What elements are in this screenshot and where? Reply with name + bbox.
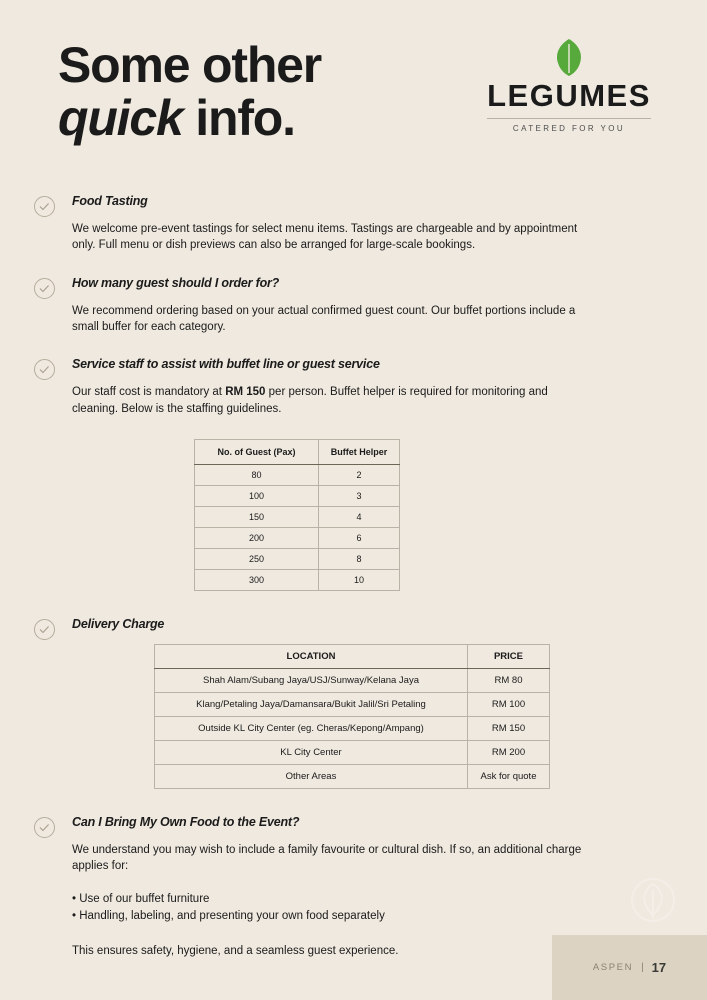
cell-helpers: 2 xyxy=(319,464,400,485)
column-header-guests: No. of Guest (Pax) xyxy=(195,439,319,464)
faq-answer xyxy=(72,384,597,417)
faq-question: Delivery Charge xyxy=(72,616,165,631)
faq-body xyxy=(72,276,663,336)
cell-guests: 250 xyxy=(195,548,319,569)
faq-question: How many guest should I order for? xyxy=(72,275,280,290)
cell-price: Ask for quote xyxy=(468,764,550,788)
page-title-emphasis: quick xyxy=(58,90,183,146)
faq-answer: We welcome pre-event tastings for select menu items. Tastings are chargeable and by appointment only. Full menu or dish previews can also be arranged for large-scale bookings. xyxy=(72,223,578,252)
table-row xyxy=(195,464,400,485)
cell-price: RM 200 xyxy=(468,740,550,764)
table-row xyxy=(155,764,550,788)
cell-guests: 150 xyxy=(195,506,319,527)
check-circle-icon xyxy=(34,196,55,217)
cell-guests: 300 xyxy=(195,569,319,590)
table-row xyxy=(195,506,400,527)
logo-wordmark: LEGUMES xyxy=(487,78,651,113)
staffing-table xyxy=(194,439,400,591)
cell-helpers: 6 xyxy=(319,527,400,548)
table-row xyxy=(195,527,400,548)
faq-body xyxy=(72,617,663,631)
footer-separator: | xyxy=(641,962,644,973)
faq-item-guest-count xyxy=(34,276,663,336)
brand-logo xyxy=(479,38,659,133)
page-number: 17 xyxy=(651,960,667,975)
table-row xyxy=(195,569,400,590)
leaf-icon xyxy=(552,38,586,78)
cell-guests: 80 xyxy=(195,464,319,485)
faq-answer: We understand you may wish to include a family favourite or cultural dish. If so, an additional charge applies for: xyxy=(72,843,582,873)
cell-helpers: 4 xyxy=(319,506,400,527)
check-circle-icon xyxy=(34,278,55,299)
faq-item-service-staff xyxy=(34,357,663,417)
faq-answer-pre: Our staff cost is mandatory at xyxy=(72,386,226,399)
cell-location: KL City Center xyxy=(155,740,468,764)
table-row xyxy=(195,485,400,506)
cell-price: RM 150 xyxy=(468,716,550,740)
faq-answer-post: per person. Buffet helper is required for monitoring and cleaning. Below is the staffing guidelines. xyxy=(72,386,548,415)
cell-location: Outside KL City Center (eg. Cheras/Kepong/Ampang) xyxy=(155,716,468,740)
own-food-bullet-1: • Use of our buffet furniture xyxy=(72,892,210,905)
faq-item-food-tasting xyxy=(34,194,663,254)
table-row xyxy=(155,740,550,764)
faq-question: Service staff to assist with buffet line or guest service xyxy=(72,357,380,372)
cell-helpers: 3 xyxy=(319,485,400,506)
table-row xyxy=(155,668,550,692)
table-header-row xyxy=(195,439,400,464)
own-food-closing: This ensures safety, hygiene, and a seamless guest experience. xyxy=(72,945,399,958)
table-row xyxy=(195,548,400,569)
cell-location: Shah Alam/Subang Jaya/USJ/Sunway/Kelana Jaya xyxy=(155,668,468,692)
check-circle-icon xyxy=(34,817,55,838)
table-row xyxy=(155,716,550,740)
faq-question: Can I Bring My Own Food to the Event? xyxy=(72,814,300,829)
page-header xyxy=(0,0,707,180)
column-header-helpers: Buffet Helper xyxy=(319,439,400,464)
own-food-bullet-2: • Handling, labeling, and presenting your own food separately xyxy=(72,909,385,922)
cell-price: RM 100 xyxy=(468,692,550,716)
cell-guests: 100 xyxy=(195,485,319,506)
cell-helpers: 10 xyxy=(319,569,400,590)
check-circle-icon xyxy=(34,359,55,380)
cell-price: RM 80 xyxy=(468,668,550,692)
column-header-location: LOCATION xyxy=(155,644,468,668)
faq-answer: We recommend ordering based on your actual confirmed guest count. Our buffet portions include a small buffer for each category. xyxy=(72,304,576,333)
cell-helpers: 8 xyxy=(319,548,400,569)
page-content xyxy=(0,180,707,959)
column-header-price: PRICE xyxy=(468,644,550,668)
staffing-table-wrapper xyxy=(194,439,663,591)
cell-location: Other Areas xyxy=(155,764,468,788)
watermark-leaf-icon xyxy=(631,872,675,932)
cell-location: Klang/Petaling Jaya/Damansara/Bukit Jalil/Sri Petaling xyxy=(155,692,468,716)
faq-body xyxy=(72,357,663,417)
footer-brand: ASPEN xyxy=(592,962,634,973)
page-title-line-2-rest: info. xyxy=(182,90,295,146)
page-title-line-2 xyxy=(58,90,478,146)
table-header-row xyxy=(155,644,550,668)
delivery-table xyxy=(154,644,550,789)
faq-item-delivery-charge xyxy=(34,617,663,631)
staff-cost-amount: RM 150 xyxy=(225,386,266,399)
page-footer xyxy=(552,935,707,1000)
faq-question: Food Tasting xyxy=(72,194,148,208)
check-circle-icon xyxy=(34,619,55,640)
delivery-table-wrapper xyxy=(154,644,663,789)
faq-body xyxy=(72,194,663,254)
logo-tagline: CATERED FOR YOU xyxy=(512,124,626,133)
cell-guests: 200 xyxy=(195,527,319,548)
table-row xyxy=(155,692,550,716)
page-title xyxy=(58,37,478,146)
page-title-line-1: Some other xyxy=(58,37,322,93)
logo-divider xyxy=(487,118,651,119)
